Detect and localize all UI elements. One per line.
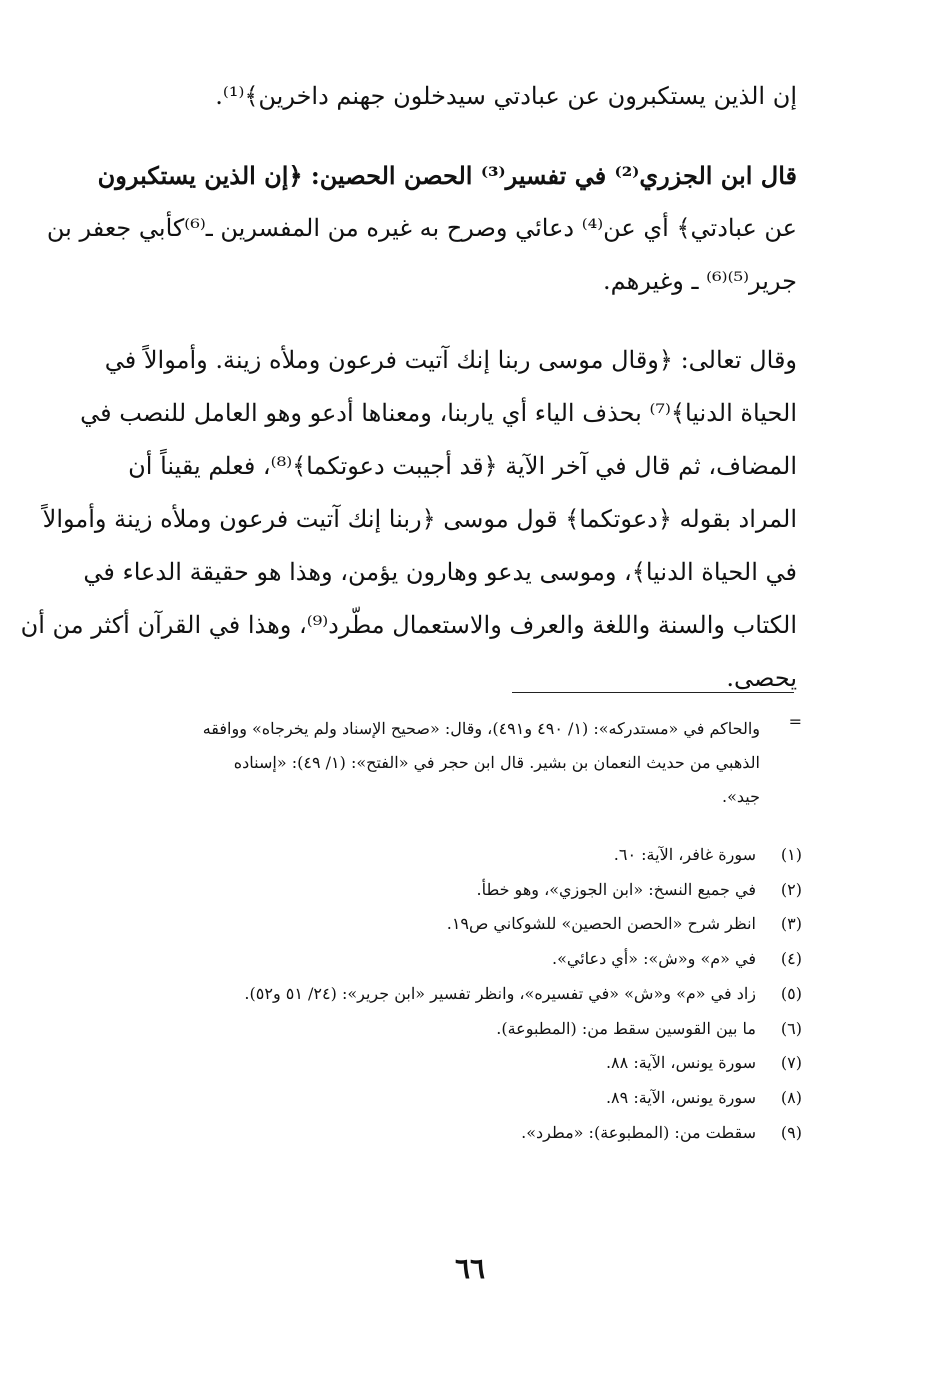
footnote-number: (٣): [780, 914, 802, 934]
footnote-text: سقطت من: (المطبوعة): «مطرد».: [521, 1122, 756, 1142]
footnote-number: (٨): [780, 1087, 802, 1107]
text-line: في الحياة الدنيا﴾، وموسى يدعو وهارون يؤمن، وهذا هو حقيقة الدعاء في: [83, 558, 797, 586]
text-line: عن عبادتي﴾ أي عن⁽⁴⁾ دعائي وصرح به غيره من المفسرين ـ⁽⁶⁾كأبي جعفر بن: [46, 214, 797, 242]
text-line: إن الذين يستكبرون عن عبادتي سيدخلون جهنم داخرين﴾⁽¹⁾.: [215, 82, 797, 110]
footnote-item: [102, 1116, 802, 1151]
page-number: ٦٦: [454, 1252, 486, 1285]
footnote-text: سورة يونس، الآية: ٨٨.: [605, 1053, 756, 1073]
footnote-text: في «م» و«ش»: «أي دعائي».: [551, 949, 756, 969]
footnote-line: الذهبي من حديث النعمان بن بشير. قال ابن حجر في «الفتح»: (١/ ٤٩): «إسناده: [233, 753, 760, 772]
text-line: يحصى.: [726, 664, 797, 692]
footnote-line: جيد».: [722, 787, 760, 806]
footnote-item: [102, 1081, 802, 1116]
footnote-text: ما بين القوسين سقط من: (المطبوعة).: [496, 1018, 756, 1038]
footnote-number: (٦): [780, 1018, 802, 1038]
footnote-number: (٢): [780, 879, 802, 899]
footnote-text: انظر شرح «الحصن الحصين» للشوكاني ص١٩.: [446, 914, 756, 934]
continuation-marker: =: [788, 712, 802, 731]
footnote-item: [102, 1012, 802, 1047]
footnote-item: [102, 873, 802, 908]
footnote-number: (٩): [780, 1122, 802, 1142]
footnote-line: والحاكم في «مستدركه»: (١/ ٤٩٠ و٤٩١)، وقال: «صحيح الإسناد ولم يخرجاه» ووافقه: [202, 719, 760, 738]
footnote-item: [102, 838, 802, 873]
footnote-item: [102, 977, 802, 1012]
main-text: [20, 70, 797, 705]
footnote-number: (٤): [780, 949, 802, 969]
footnote-list: [102, 838, 802, 1150]
text-line: المضاف، ثم قال في آخر الآية ﴿قد أجيبت دعوتكما﴾⁽⁸⁾، فعلم يقيناً أن: [128, 452, 797, 480]
text-line: وقال تعالى: ﴿وقال موسى ربنا إنك آتيت فرعون وملأه زينة. وأموالاً في: [104, 346, 797, 374]
footnote-item: [102, 942, 802, 977]
footnote-text: سورة يونس، الآية: ٨٩.: [605, 1087, 756, 1107]
text-line: الكتاب والسنة واللغة والعرف والاستعمال مطّرد⁽⁹⁾، وهذا في القرآن أكثر من أن: [20, 611, 797, 639]
footnote-number: (٧): [780, 1053, 802, 1073]
footnote-item: [102, 1046, 802, 1081]
footnote-text: في جميع النسخ: «ابن الجوزي»، وهو خطأ.: [476, 879, 756, 899]
text-line: الحياة الدنيا﴾⁽⁷⁾ بحذف الياء أي ياربنا، ومعناها أدعو وهو العامل للنصب في: [80, 399, 797, 427]
text-line: جرير⁽⁵⁾⁽⁶⁾ ـ وغيرهم.: [602, 267, 797, 295]
footnote-number: (٥): [780, 983, 802, 1003]
footnote-text: زاد في «م» و«ش» «في تفسيره»، وانظر تفسير «ابن جرير»: (٢٤/ ٥١ و٥٢).: [244, 983, 756, 1003]
footnote-number: (١): [780, 845, 802, 864]
footnote-continuation: [96, 712, 802, 814]
footnote-item: [102, 907, 802, 942]
footnote-divider: [512, 692, 794, 693]
text-line: المراد بقوله ﴿دعوتكما﴾ قول موسى ﴿ربنا إنك آتيت فرعون وملأه زينة وأموالاً: [42, 505, 797, 533]
footnote-text: سورة غافر، الآية: ٦٠.: [613, 845, 756, 864]
text-line: قال ابن الجزري⁽²⁾ في تفسير⁽³⁾ الحصن الحصين: ﴿إن الذين يستكبرون: [97, 161, 797, 190]
